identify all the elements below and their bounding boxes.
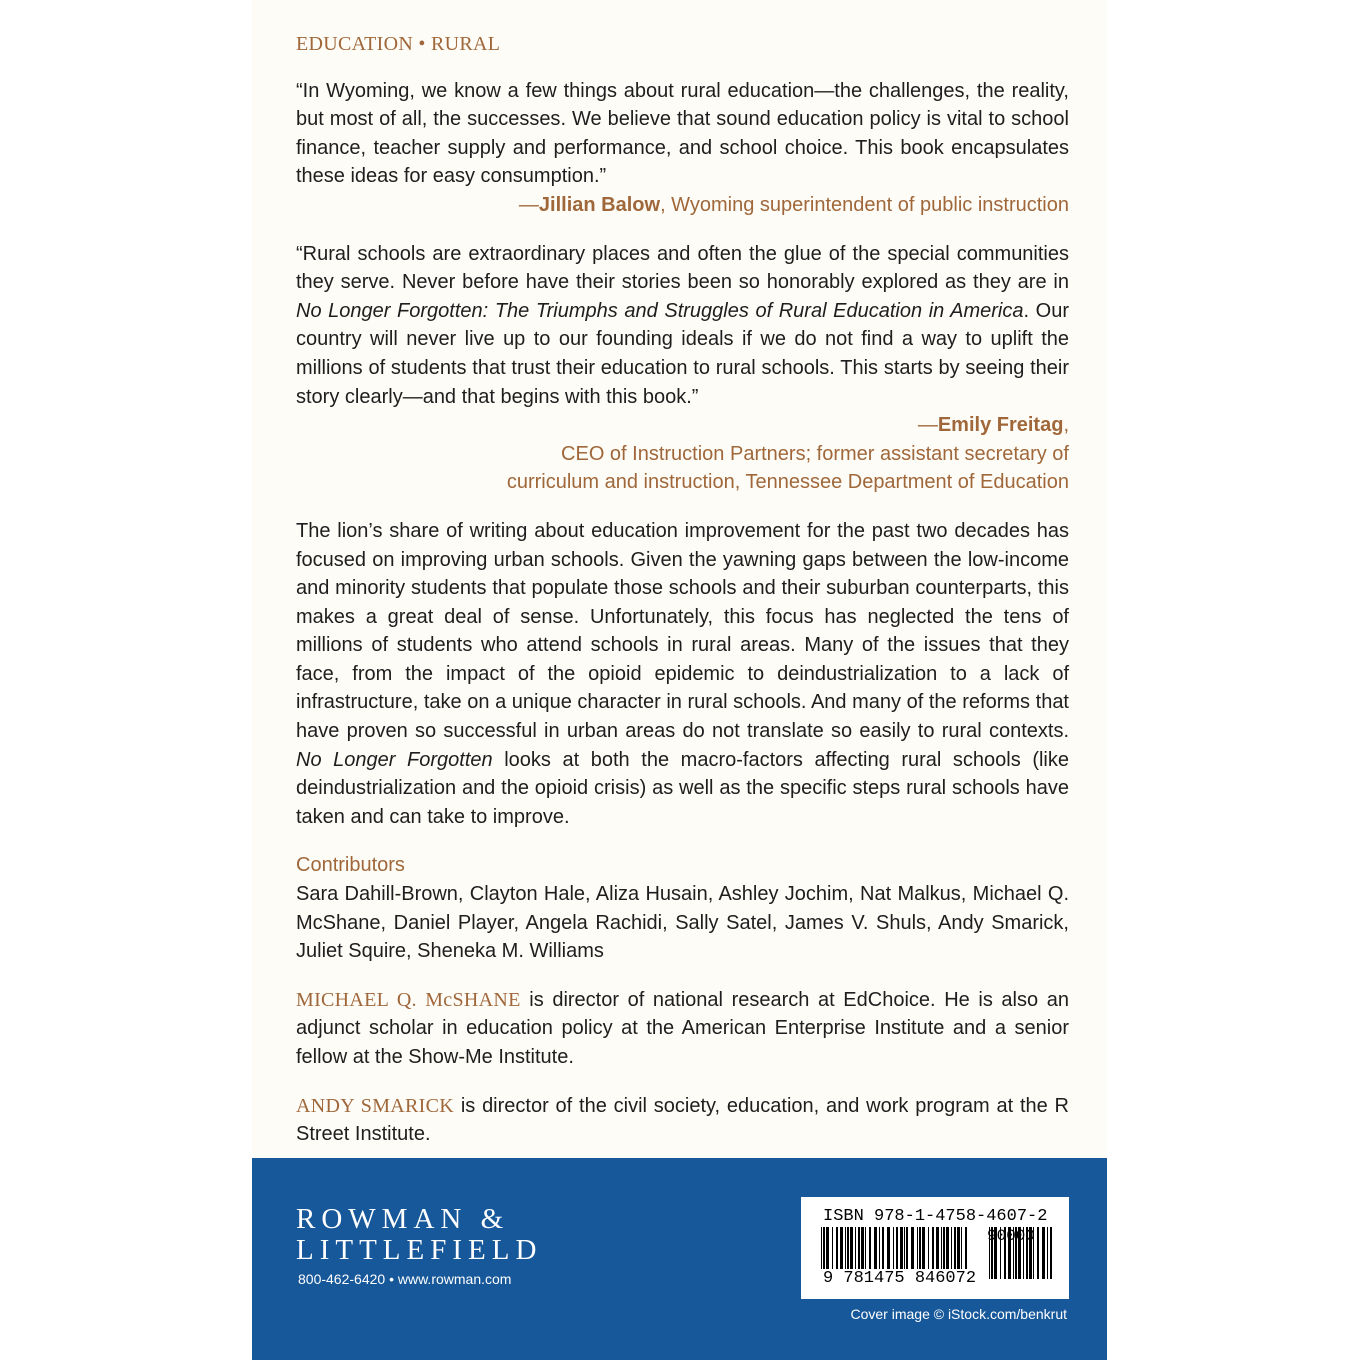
price-code: 90000: [987, 1227, 1036, 1245]
description-text-after: looks at both the macro-factors affecting rural schools (like deindustrialization and the opioid crisis) as well as the specific steps rural schools have taken and can take to improve.: [296, 748, 1069, 828]
quote-2-title-line-1: CEO of Instruction Partners; former assistant secretary of: [561, 442, 1069, 465]
endorsement-quote-2: [296, 240, 1069, 497]
author-2-name: ANDY SMARICK: [296, 1094, 455, 1117]
barcode-bar: [1042, 1227, 1045, 1279]
book-description: [296, 517, 1069, 832]
barcode-digits: 9 781475 846072: [823, 1269, 977, 1288]
description-book-title: No Longer Forgotten: [296, 748, 493, 771]
quote-2-attribution: [296, 411, 1069, 497]
cover-image-credit: Cover image © iStock.com/benkrut: [850, 1306, 1067, 1322]
quote-1-attribution: [296, 191, 1069, 220]
barcode-bar: [1050, 1227, 1052, 1279]
cover-text: [296, 30, 1069, 1169]
publisher-footer: [252, 1158, 1107, 1360]
quote-1-dash: —: [518, 193, 539, 216]
author-1-name: MICHAEL Q. McSHANE: [296, 988, 521, 1011]
quote-2-text: [296, 240, 1069, 412]
isbn-barcode: [801, 1197, 1069, 1299]
publisher-logo: [296, 1204, 542, 1266]
quote-1-text: “In Wyoming, we know a few things about rural education—the challenges, the reality, but most of all, the successes. We believe that sound education policy is vital to school finance, teacher supply and performance, and school choice. This book encapsulates these ideas for easy consumption.”: [296, 79, 1069, 188]
barcode-bar: [1037, 1227, 1039, 1279]
barcode-bar: [1047, 1227, 1048, 1279]
publisher-name-line-1: ROWMAN &: [296, 1203, 510, 1235]
quote-2-dash: —: [917, 414, 938, 437]
publisher-contact: 800-462-6420 • www.rowman.com: [298, 1271, 512, 1287]
quote-2-book-title: No Longer Forgotten: The Triumphs and Struggles of Rural Education in America: [296, 299, 1024, 322]
publisher-name-line-2: LITTLEFIELD: [296, 1234, 543, 1266]
contributors-heading: Contributors: [296, 854, 405, 877]
description-text: The lion’s share of writing about education improvement for the past two decades has focused on improving urban schools. Given the yawning gaps between the low-income and minority students that populate those schools and their suburban counterparts, this makes a great deal of sense. Unfortunately, this focus has neglected the tens of millions of students who attend schools in rural areas. Many of the issues that they face, from the impact of the opioid epidemic to deindustrialization to a lack of infrastructure, take on a unique character in rural schools. And many of the reforms that have proven so successful in urban areas do not translate so easily to rural contexts.: [296, 519, 1069, 743]
quote-2-text-after: . Our country will never live up to our founding ideals if we do not find a way to uplift the millions of students that trust their education to rural schools. This starts by seeing their story clearly—and that begins with this book.”: [296, 299, 1070, 408]
author-bio-1: [296, 986, 1069, 1072]
contributors-list: Sara Dahill-Brown, Clayton Hale, Aliza Husain, Ashley Jochim, Nat Malkus, Michael Q. McShane, Daniel Player, Angela Rachidi, Sally Satel, James V. Shuls, Andy Smarick, Juliet Squire, Sheneka M. Williams: [296, 883, 1069, 963]
book-back-cover: [252, 0, 1107, 1360]
quote-1-author-title: , Wyoming superintendent of public instruction: [660, 193, 1069, 216]
quote-2-comma: ,: [1063, 414, 1069, 437]
quote-2-author: Emily Freitag: [937, 414, 1064, 437]
isbn-number: ISBN 978-1-4758-4607-2: [823, 1207, 1048, 1226]
author-bio-2: [296, 1092, 1069, 1149]
author-1-bio-text: is director of national research at EdChoice. He is also an adjunct scholar in education policy at the American Enterprise Institute and a senior fellow at the Show-Me Institute.: [296, 988, 1069, 1068]
endorsement-quote-1: [296, 77, 1069, 220]
quote-2-title-line-2: curriculum and instruction, Tennessee Department of Education: [506, 471, 1069, 494]
quote-2-text-before: “Rural schools are extraordinary places and often the glue of the special communities they serve. Never before have their stories been so honorably explored as they are in: [296, 242, 1069, 294]
category-label: EDUCATION • RURAL: [296, 33, 501, 55]
contributors-section: [296, 851, 1069, 965]
author-2-bio-text: is director of the civil society, education, and work program at the R Street Institute.: [296, 1094, 1069, 1146]
quote-1-author: Jillian Balow: [538, 193, 661, 216]
